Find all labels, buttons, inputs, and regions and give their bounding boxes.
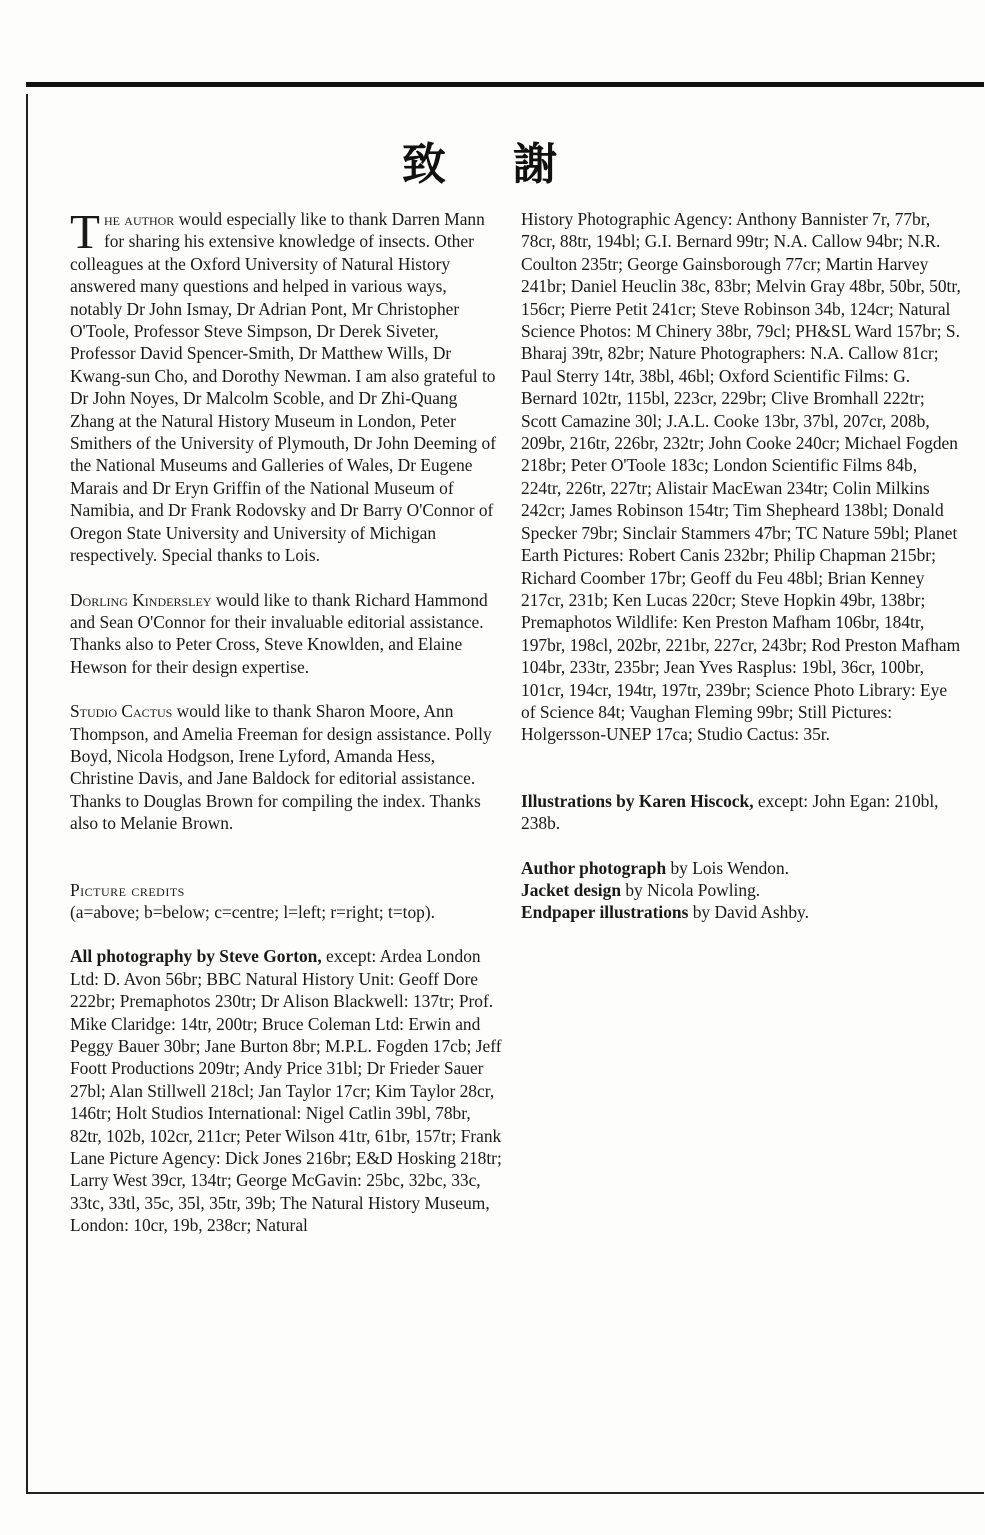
- endpaper-credit: [521, 901, 961, 923]
- jacket-design-lead: Jacket design: [521, 879, 621, 900]
- dk-lead: Dorling Kindersley: [70, 589, 212, 610]
- author-photograph-text: by Lois Wendon.: [666, 857, 790, 878]
- photography-credits: [70, 945, 502, 1236]
- studio-cactus-text: would like to thank Sharon Moore, Ann Thompson, and Amelia Freeman for design assistance. Polly Boyd, Nicola Hodgson, Irene Lyford, Amanda Hess, Christine Davis, and Jane Baldock for editorial assistance. Thanks to Douglas Brown for compiling the index. Thanks also to Melanie Brown.: [70, 701, 492, 834]
- author-photograph-credit: [521, 857, 961, 879]
- endpaper-text: by David Ashby.: [688, 902, 809, 923]
- page-title: 致 謝: [401, 139, 584, 190]
- studio-cactus-lead: Studio Cactus: [70, 701, 173, 722]
- author-lead: he author: [103, 209, 175, 229]
- dk-acknowledgement: [70, 589, 502, 679]
- illustrations-lead: Illustrations by Karen Hiscock,: [521, 790, 754, 811]
- author-photograph-lead: Author photograph: [521, 857, 667, 878]
- picture-credits-key: (a=above; b=below; c=centre; l=left; r=right; t=top).: [70, 901, 435, 922]
- endpaper-lead: Endpaper illustrations: [521, 902, 689, 923]
- illustrations-text: except: John Egan: 210bl, 238b.: [521, 790, 939, 834]
- author-acknowledgement: [70, 204, 502, 567]
- drop-cap: T: [70, 204, 100, 259]
- dk-text: would like to thank Richard Hammond and Sean O'Connor for their invaluable editorial assistance. Thanks also to Peter Cross, Steve Knowlden, and Elaine Hewson for their design expertise.: [70, 589, 488, 677]
- author-text: would especially like to thank Darren Mann for sharing his extensive knowledge of insects. Other colleagues at the Oxford University of Natural History answered many questions and helped in various ways, notably Dr John Ismay, Dr Adrian Pont, Mr Christopher O'Toole, Professor Steve Simpson, Dr Derek Siveter, Professor David Spencer-Smith, Dr Matthew Wills, Dr Kwang-sun Cho, and Dorothy Newman. I am also grateful to Dr John Noyes, Dr Malcolm Scoble, and Dr Zhi-Quang Zhang at the Natural History Museum in London, Peter Smithers of the University of Plymouth, Dr John Deeming of the National Museums and Galleries of Wales, Dr Eugene Marais and Dr Eryn Griffin of the National Museum of Namibia, and Dr Frank Rodovsky and Dr Barry O'Connor of Oregon State University and University of Michigan respectively. Special thanks to Lois.: [70, 209, 497, 566]
- illustrations-credit: [521, 790, 961, 835]
- left-column: [70, 204, 502, 1237]
- credits-continued: History Photographic Agency: Anthony Bannister 7r, 77br, 78cr, 88tr, 194bl; G.I. Bernard 99tr; N.A. Callow 94br; N.R. Coulton 235tr; George Gainsborough 77cr; Martin Harvey 241br; Daniel Heuclin 38c, 83br; Melvin Gray 48br, 50br, 50tr, 156cr; Pierre Petit 241cr; Steve Robinson 34b, 124cr; Natural Science Photos: M Chinery 38br, 79cl; PH&SL Ward 157br; S. Bharaj 39tr, 82br; Nature Photographers: N.A. Callow 81cr; Paul Sterry 14tr, 38bl, 46bl; Oxford Scientific Films: G. Bernard 102tr, 115bl, 223cr, 229br; Clive Bromhall 222tr; Scott Camazine 30l; J.A.L. Cooke 13br, 37bl, 207cr, 208b, 209br, 216tr, 226br, 232tr; John Cooke 240cr; Michael Fogden 218br; Peter O'Toole 183c; London Scientific Films 84b, 224tr, 226tr, 227tr; Alistair MacEwan 234tr; Colin Milkins 242cr; James Robinson 154tr; Tim Shepheard 138bl; Donald Specker 79br; Sinclair Stammers 47br; TC Nature 59bl; Planet Earth Pictures: Robert Canis 232br; Philip Chapman 215br; Richard Coomber 17br; Geoff du Feu 48bl; Brian Kenney 217cr, 231b; Ken Lucas 220cr; Steve Hopkin 49br, 138br; Premaphotos Wildlife: Ken Preston Mafham 106br, 184tr, 197br, 198cl, 202br, 221br, 227cr, 243br; Rod Preston Mafham 104br, 233tr, 235br; Jean Yves Rasplus: 19bl, 36cr, 100br, 101cr, 194cr, 194tr, 197tr, 239br; Science Photo Library: Eye of Science 84t; Vaughan Fleming 99br; Still Pictures: Holgersson-UNEP 17ca; Studio Cactus: 35r.: [521, 209, 961, 745]
- picture-credits-heading: Picture credits: [70, 879, 185, 900]
- studio-cactus-acknowledgement: [70, 700, 502, 834]
- jacket-design-credit: [521, 879, 961, 901]
- jacket-design-text: by Nicola Powling.: [621, 879, 761, 900]
- right-column: [521, 208, 961, 924]
- top-rule: [26, 82, 984, 87]
- photography-lead: All photography by Steve Gorton,: [70, 946, 322, 967]
- photography-text: except: Ardea London Ltd: D. Avon 56br; BBC Natural History Unit: Geoff Dore 222br; Premaphotos 230tr; Dr Alison Blackwell: 137tr; Prof. Mike Claridge: 14tr, 200tr; Bruce Coleman Ltd: Erwin and Peggy Bauer 30br; Jane Burton 8br; M.P.L. Fogden 17cb; Jeff Foott Productions 209tr; Andy Price 31bl; Dr Frieder Sauer 27bl; Alan Stillwell 218cl; Jan Taylor 17cr; Kim Taylor 28cr, 146tr; Holt Studios International: Nigel Catlin 39bl, 78br, 82tr, 102b, 102cr, 211cr; Peter Wilson 41tr, 61br, 157tr; Frank Lane Picture Agency: Dick Jones 216br; E&D Hosking 218tr; Larry West 39cr, 134tr; George McGavin: 25bc, 32bc, 33c, 33tc, 33tl, 35c, 35l, 35tr, 39b; The Natural History Museum, London: 10cr, 19b, 238cr; Natural: [70, 946, 502, 1236]
